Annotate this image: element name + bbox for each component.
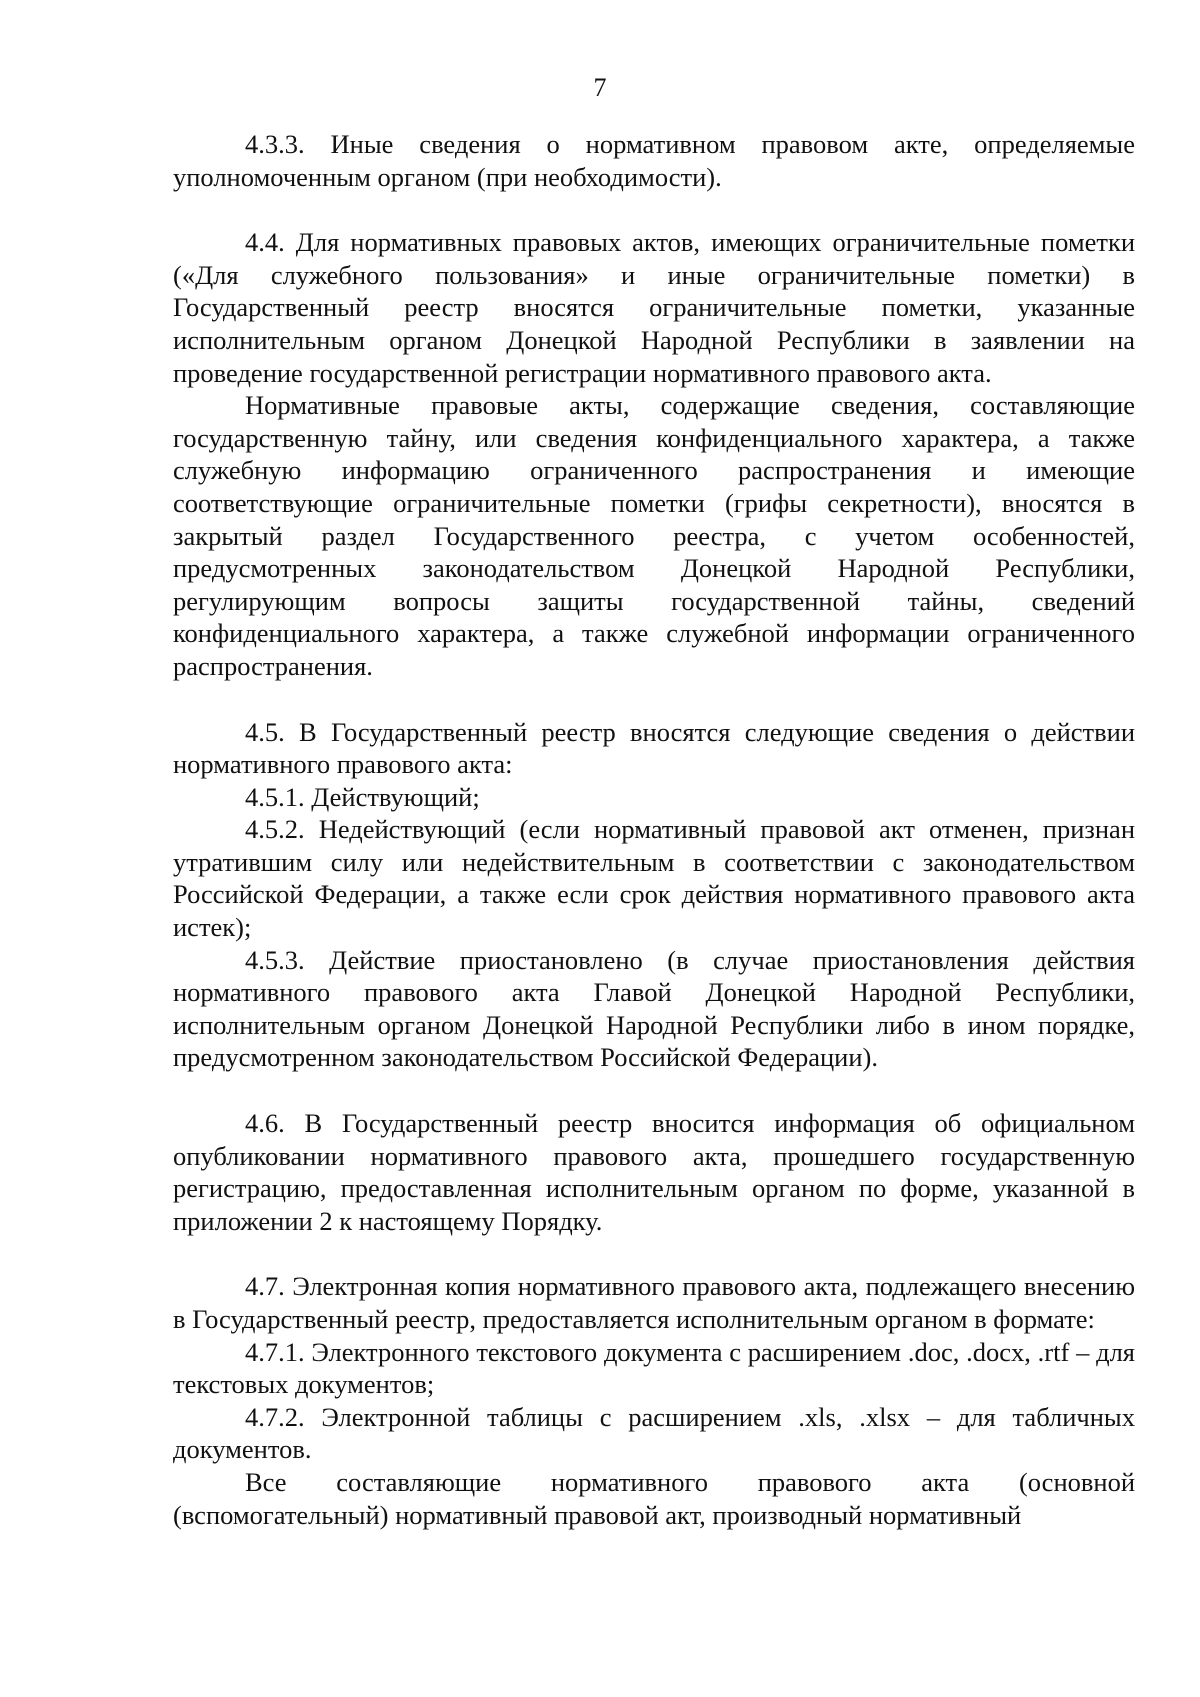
paragraph-4-7-1: 4.7.1. Электронного текстового документа с расширением .doc, .docx, .rtf – для текстовых документов; — [173, 1336, 1135, 1400]
document-body — [173, 128, 1135, 1531]
paragraph-4-6: 4.6. В Государственный реестр вносится информация об официальном опубликовании нормативного правового акта, прошедшего государственную регистрацию, предоставленная исполнительным органом по форме, указанной в приложении 2 к настоящему Порядку. — [173, 1108, 1135, 1236]
page-number: 7 — [593, 73, 607, 102]
paragraph-4-5-3: 4.5.3. Действие приостановлено (в случае приостановления действия нормативного правового акта Главой Донецкой Народной Республики, исполнительным органом Донецкой Народной Республики либо в ином порядке, предусмотренном законодательством Российской Федерации). — [173, 944, 1135, 1073]
paragraph-4-4-secret: Нормативные правовые акты, содержащие сведения, составляющие государственную тайну, или сведения конфиденциального характера, а также служебную информацию ограниченного распространения и имеющие соответствующие ограничительные пометки (грифы секретности), вносятся в закрытый раздел Государственного реестра, с учетом особенностей, предусмотренных законодательством Донецкой Народной Республики, регулирующим вопросы защиты государственной тайны, сведений конфиденциального характера, а также служебной информации ограниченного распространения. — [173, 390, 1135, 681]
paragraph-4-7-2: 4.7.2. Электронной таблицы с расширением .xls, .xlsx – для табличных документов. — [173, 1401, 1135, 1465]
paragraph-components: Все составляющие нормативного правового акта (основной (вспомогательный) нормативный правовой акт, производный нормативный — [173, 1466, 1135, 1530]
paragraph-4-4: 4.4. Для нормативных правовых актов, имеющих ограничительные пометки («Для служебного пользования» и иные ограничительные пометки) в Государственный реестр вносятся ограничительные пометки, указанные исполнительным органом Донецкой Народной Республики в заявлении на проведение государственной регистрации нормативного правового акта. — [173, 227, 1135, 388]
paragraph-4-7: 4.7. Электронная копия нормативного правового акта, подлежащего внесению в Государственный реестр, предоставляется исполнительным органом в формате: — [173, 1271, 1135, 1334]
paragraph-4-3-3: 4.3.3. Иные сведения о нормативном правовом акте, определяемые уполномоченным органом (при необходимости). — [173, 129, 1135, 192]
paragraph-4-5-2: 4.5.2. Недействующий (если нормативный правовой акт отменен, признан утратившим силу или недействительным в соответствии с законодательством Российской Федерации, а также если срок действия нормативного правового акта истек); — [173, 814, 1135, 943]
paragraph-4-5: 4.5. В Государственный реестр вносятся следующие сведения о действии нормативного правового акта: — [173, 716, 1135, 780]
paragraph-4-5-1: 4.5.1. Действующий; — [245, 781, 480, 812]
